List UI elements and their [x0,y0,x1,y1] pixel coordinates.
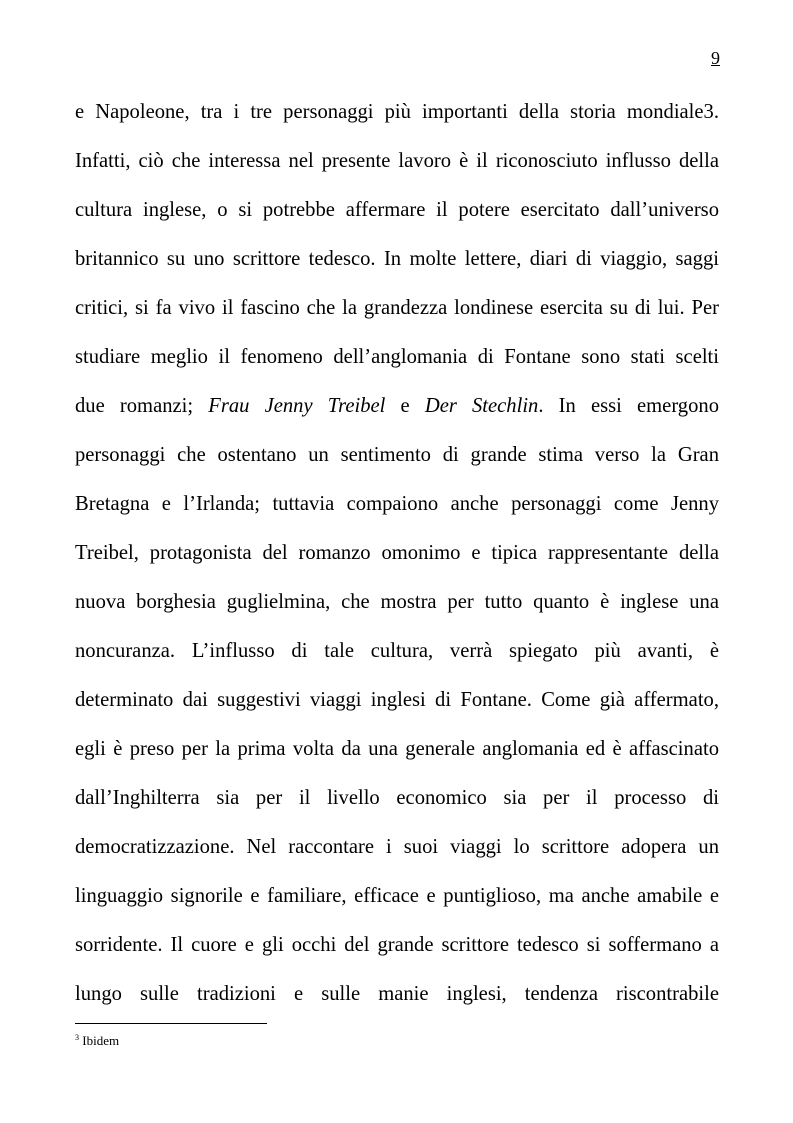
text-line: cultura inglese, o si potrebbe affermare il potere esercitato dall’universo [75,199,719,221]
text-line: nuova borghesia guglielmina, che mostra per tutto quanto è inglese una [75,591,719,613]
text-line: sorridente. Il cuore e gli occhi del grande scrittore tedesco si soffermano a [75,934,719,956]
text-line-with-titles [75,386,719,435]
text-segment: . In essi emergono [538,395,719,417]
book-title: Frau Jenny Treibel [208,395,386,417]
text-line: Bretagna e l’Irlanda; tuttavia compaiono anche personaggi come Jenny [75,493,719,515]
footnote [75,1030,119,1049]
text-line: britannico su uno scrittore tedesco. In molte lettere, diari di viaggio, saggi [75,248,719,270]
book-title: Der Stechlin [424,395,539,417]
text-line: e Napoleone, tra i tre personaggi più importanti della storia mondiale3. [75,101,719,123]
text-segment: e [385,395,425,417]
text-line: Infatti, ciò che interessa nel presente lavoro è il riconosciuto influsso della [75,150,719,172]
text-line: studiare meglio il fenomeno dell’anglomania di Fontane sono stati scelti [75,346,719,368]
text-line: democratizzazione. Nel raccontare i suoi viaggi lo scrittore adopera un [75,836,719,858]
text-line: critici, si fa vivo il fascino che la grandezza londinese esercita su di lui. Per [75,297,719,319]
text-line: dall’Inghilterra sia per il livello economico sia per il processo di [75,787,719,809]
text-line: noncuranza. L’influsso di tale cultura, verrà spiegato più avanti, è [75,640,719,662]
text-line: lungo sulle tradizioni e sulle manie inglesi, tendenza riscontrabile [75,983,719,1005]
footnote-separator [75,1023,267,1024]
text-line: linguaggio signorile e familiare, efficace e puntiglioso, ma anche amabile e [75,885,719,907]
text-line: egli è preso per la prima volta da una generale anglomania ed è affascinato [75,738,719,760]
body-text [75,92,719,1023]
text-line: Treibel, protagonista del romanzo omonimo e tipica rappresentante della [75,542,719,564]
text-line: determinato dai suggestivi viaggi inglesi di Fontane. Come già affermato, [75,689,719,711]
footnote-marker: 3 [75,1033,79,1042]
text-segment: due romanzi; [75,395,209,417]
footnote-text: Ibidem [79,1033,120,1048]
page-number: 9 [711,48,720,68]
text-line: personaggi che ostentano un sentimento di grande stima verso la Gran [75,444,719,466]
